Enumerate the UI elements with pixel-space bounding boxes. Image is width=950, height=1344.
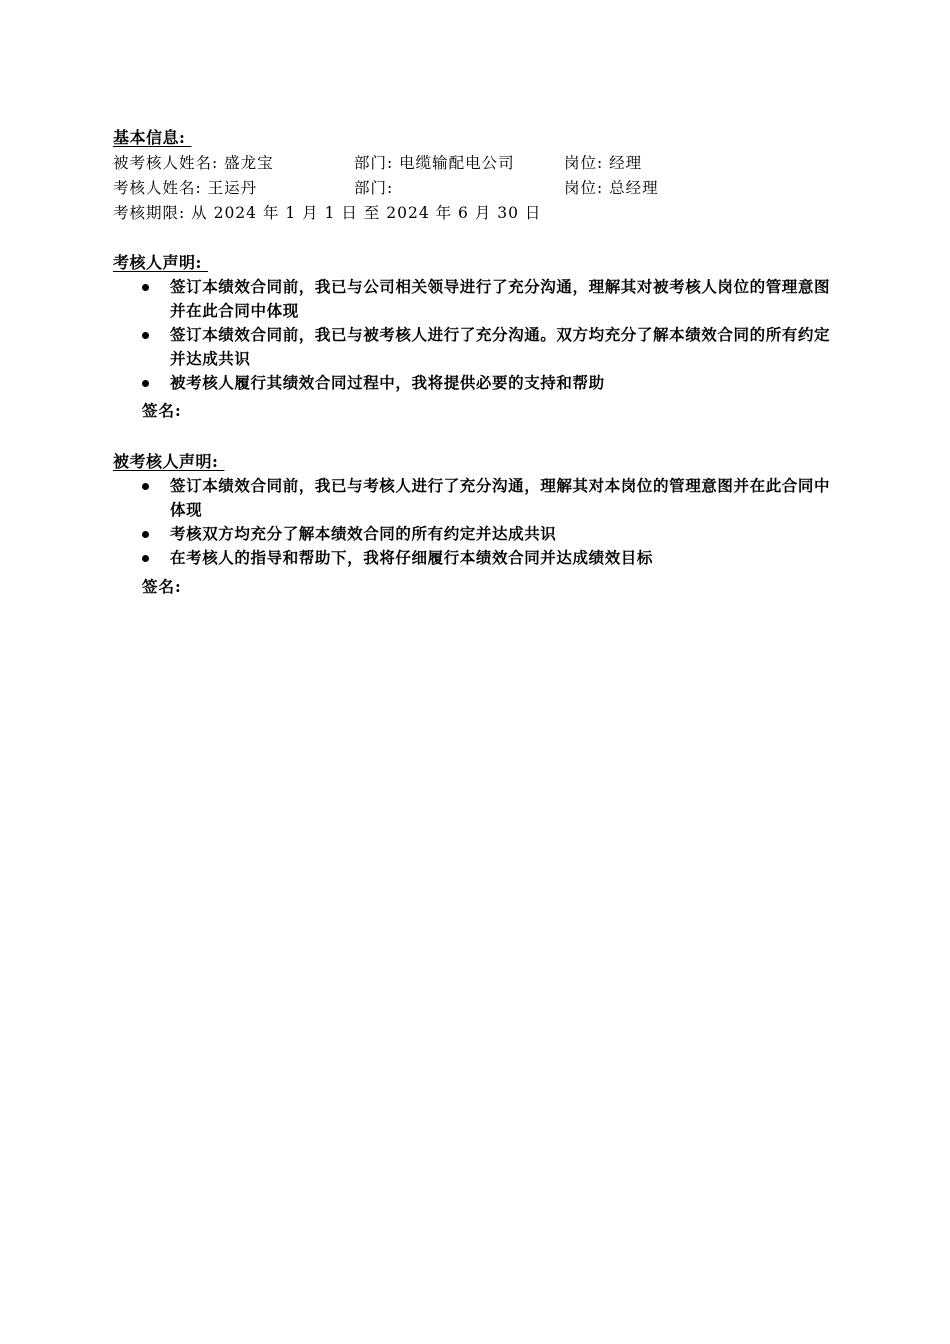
assessment-period: 考核期限: 从 2024 年 1 月 1 日 至 2024 年 6 月 30 日: [113, 204, 542, 222]
assessee-signature-label: 签名:: [142, 577, 182, 596]
assessee-statement-heading: 被考核人声明:: [113, 452, 225, 471]
bullet-icon: [142, 555, 149, 562]
assessee-position: 岗位: 经理: [564, 154, 643, 172]
list-item: [113, 323, 843, 371]
bullet-icon: [142, 284, 149, 291]
assessor-signature-label: 签名:: [142, 401, 182, 420]
assessee-department: 部门: 电缆输配电公司: [354, 154, 515, 172]
assessor-department: 部门:: [354, 179, 394, 197]
assessor-statement-heading: 考核人声明:: [113, 253, 208, 272]
bullet-icon: [142, 483, 149, 490]
list-item-text: 被考核人履行其绩效合同过程中，我将提供必要的支持和帮助: [170, 373, 605, 392]
list-item-text: 签订本绩效合同前，我已与被考核人进行了充分沟通。双方均充分了解本绩效合同的所有约定并达成共识: [170, 325, 831, 368]
list-item: [113, 474, 843, 522]
bullet-icon: [142, 332, 149, 339]
list-item: [113, 522, 843, 546]
assessee-statement-list: [113, 474, 843, 570]
assessee-name: 被考核人姓名: 盛龙宝: [113, 154, 274, 172]
bullet-icon: [142, 380, 149, 387]
bullet-icon: [142, 531, 149, 538]
list-item-text: 考核双方均充分了解本绩效合同的所有约定并达成共识: [170, 524, 557, 543]
list-item: [113, 275, 843, 323]
assessor-statement-list: [113, 275, 843, 395]
assessor-name: 考核人姓名: 王运丹: [113, 179, 258, 197]
list-item-text: 在考核人的指导和帮助下，我将仔细履行本绩效合同并达成绩效目标: [170, 548, 654, 567]
assessor-position: 岗位: 总经理: [564, 179, 659, 197]
basic-info-heading: 基本信息:: [113, 128, 192, 147]
list-item-text: 签订本绩效合同前，我已与考核人进行了充分沟通，理解其对本岗位的管理意图并在此合同中体现: [170, 476, 831, 519]
list-item-text: 签订本绩效合同前，我已与公司相关领导进行了充分沟通，理解其对被考核人岗位的管理意图并在此合同中体现: [170, 277, 831, 320]
list-item: [113, 371, 843, 395]
list-item: [113, 546, 843, 570]
